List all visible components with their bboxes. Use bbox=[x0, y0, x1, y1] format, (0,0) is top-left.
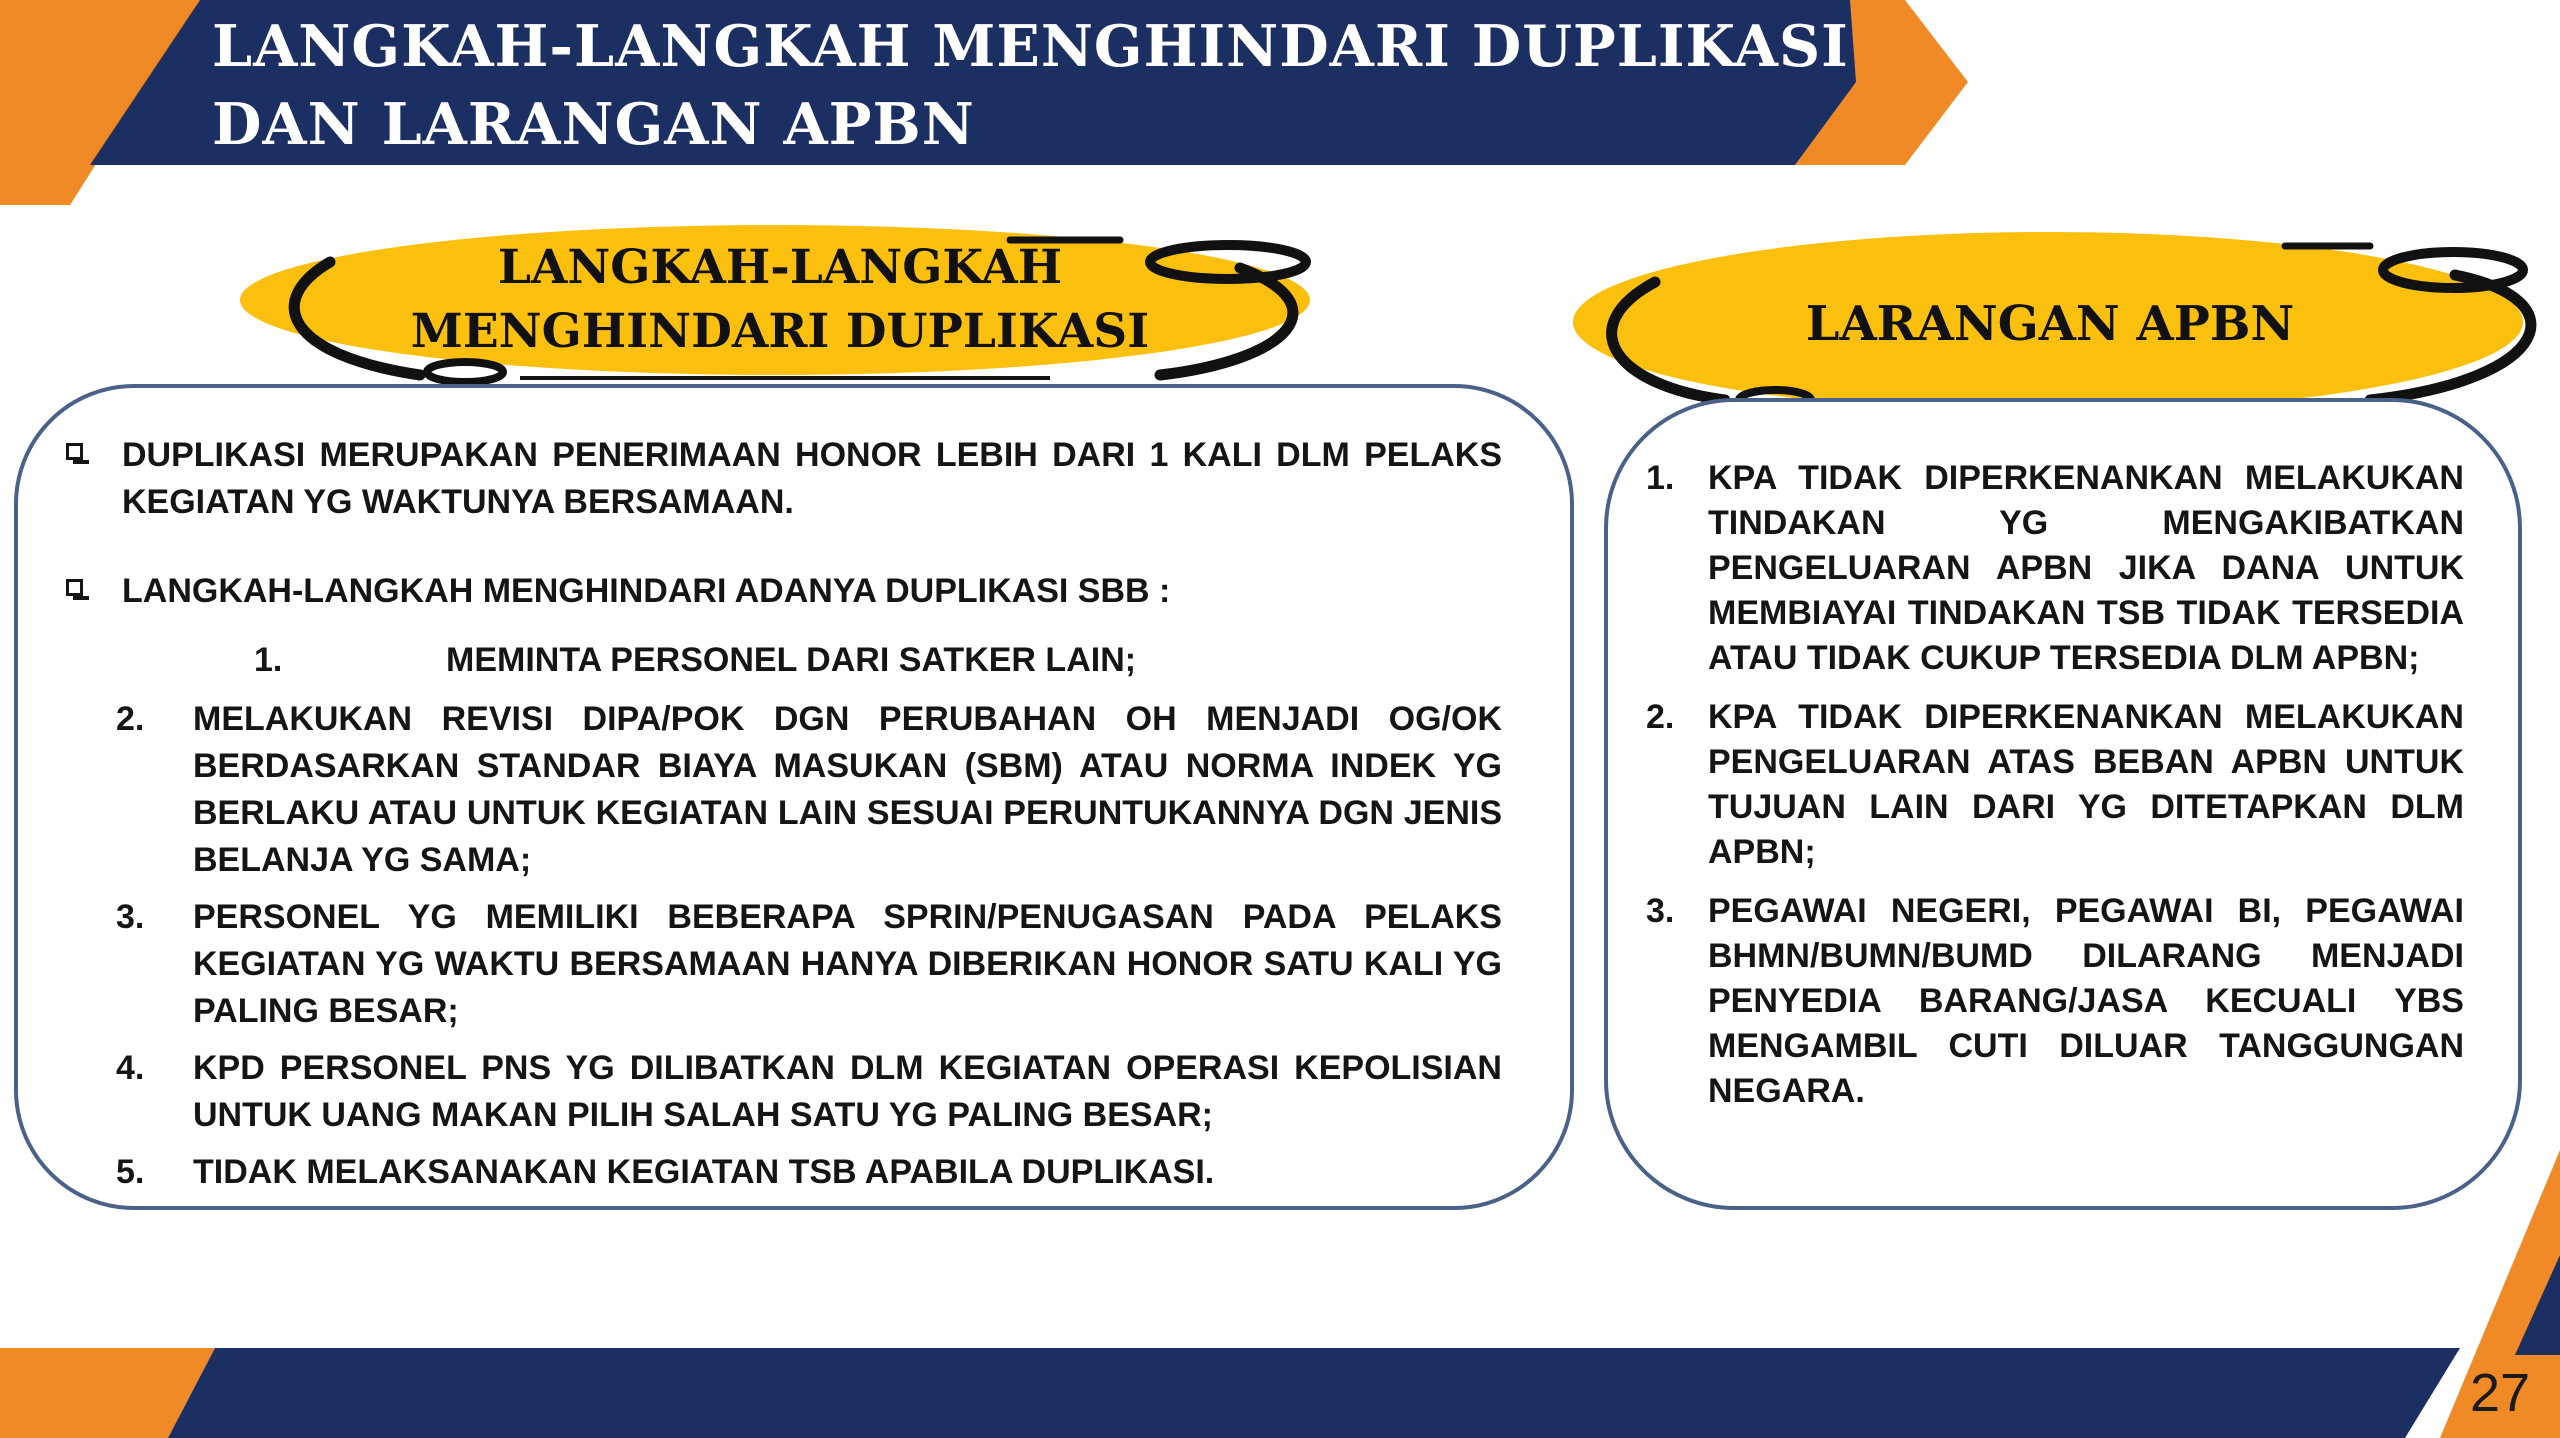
step-item bbox=[60, 1045, 1502, 1139]
item-text: KPA TIDAK DIPERKENANKAN MELAKUKAN PENGELUARAN ATAS BEBAN APBN UNTUK TUJUAN LAIN DARI YG DITETAPKAN DLM APBN; bbox=[1708, 698, 2464, 871]
step-text: TIDAK MELAKSANAKAN KEGIATAN TSB APABILA DUPLIKASI. bbox=[193, 1153, 1215, 1191]
bullet-text: DUPLIKASI MERUPAKAN PENERIMAAN HONOR LEBIH DARI 1 KALI DLM PELAKS KEGIATAN YG WAKTUNYA BERSAMAAN. bbox=[122, 436, 1502, 521]
slide-title-line1: LANGKAH-LANGKAH MENGHINDARI DUPLIKASI bbox=[212, 13, 1849, 80]
step-text: PERSONEL YG MEMILIKI BEBERAPA SPRIN/PENUGASAN PADA PELAKS KEGIATAN YG WAKTU BERSAMAAN HANYA DIBERIKAN HONOR SATU KALI YG PALING BESAR; bbox=[193, 898, 1502, 1030]
right-panel-content bbox=[1646, 456, 2464, 1128]
step-text: KPD PERSONEL PNS YG DILIBATKAN DLM KEGIATAN OPERASI KEPOLISIAN UNTUK UANG MAKAN PILIH SALAH SATU YG PALING BESAR; bbox=[193, 1049, 1502, 1134]
step-item bbox=[60, 894, 1502, 1035]
slide-title bbox=[212, 8, 1852, 164]
left-heading-line1: LANGKAH-LANGKAH bbox=[497, 240, 1063, 295]
step-number: 4. bbox=[116, 1049, 145, 1087]
item-text: KPA TIDAK DIPERKENANKAN MELAKUKAN TINDAKAN YG MENGAKIBATKAN PENGELUARAN APBN JIKA DANA UNTUK MEMBIAYAI TINDAKAN TSB TIDAK TERSEDIA ATAU TIDAK CUKUP TERSEDIA DLM APBN; bbox=[1708, 459, 2464, 677]
left-panel-content bbox=[60, 432, 1502, 1206]
right-heading: LARANGAN APBN bbox=[1805, 296, 2295, 352]
step-item bbox=[60, 1149, 1502, 1196]
bullet-text: LANGKAH-LANGKAH MENGHINDARI ADANYA DUPLIKASI SBB : bbox=[122, 572, 1171, 610]
left-heading bbox=[340, 236, 1220, 364]
step-number: 2. bbox=[116, 700, 145, 738]
checkbox-bullet-icon bbox=[66, 579, 83, 596]
step-item bbox=[60, 696, 1502, 884]
left-heading-line2: MENGHINDARI DUPLIKASI bbox=[410, 304, 1150, 359]
slide-title-line2: DAN LARANGAN APBN bbox=[212, 91, 975, 158]
item-number: 2. bbox=[1646, 698, 1675, 736]
step-item bbox=[60, 637, 1502, 684]
item-number: 1. bbox=[1646, 459, 1675, 497]
item-text: PEGAWAI NEGERI, PEGAWAI BI, PEGAWAI BHMN/BUMN/BUMD DILARANG MENJADI PENYEDIA BARANG/JASA KECUALI YBS MENGAMBIL CUTI DILUAR TANGGUNGAN NEGARA. bbox=[1708, 892, 2464, 1110]
step-number: 1. bbox=[254, 641, 283, 679]
prohibition-item bbox=[1646, 695, 2464, 875]
step-text: MELAKUKAN REVISI DIPA/POK DGN PERUBAHAN OH MENJADI OG/OK BERDASARKAN STANDAR BIAYA MASUKAN (SBM) ATAU NORMA INDEK YG BERLAKU ATAU UNTUK KEGIATAN LAIN SESUAI PERUNTUKANNYA DGN JENIS BELANJA YG SAMA; bbox=[193, 700, 1502, 879]
step-number: 5. bbox=[116, 1153, 145, 1191]
step-text: MEMINTA PERSONEL DARI SATKER LAIN; bbox=[446, 641, 1137, 679]
page-number: 27 bbox=[2470, 1363, 2531, 1423]
item-number: 3. bbox=[1646, 892, 1675, 930]
bullet-item bbox=[60, 432, 1502, 526]
step-number: 3. bbox=[116, 898, 145, 936]
prohibition-item bbox=[1646, 456, 2464, 681]
checkbox-bullet-icon bbox=[66, 443, 83, 460]
bullet-item bbox=[60, 568, 1502, 615]
prohibition-item bbox=[1646, 889, 2464, 1114]
footer-navy-banner bbox=[168, 1348, 2460, 1438]
